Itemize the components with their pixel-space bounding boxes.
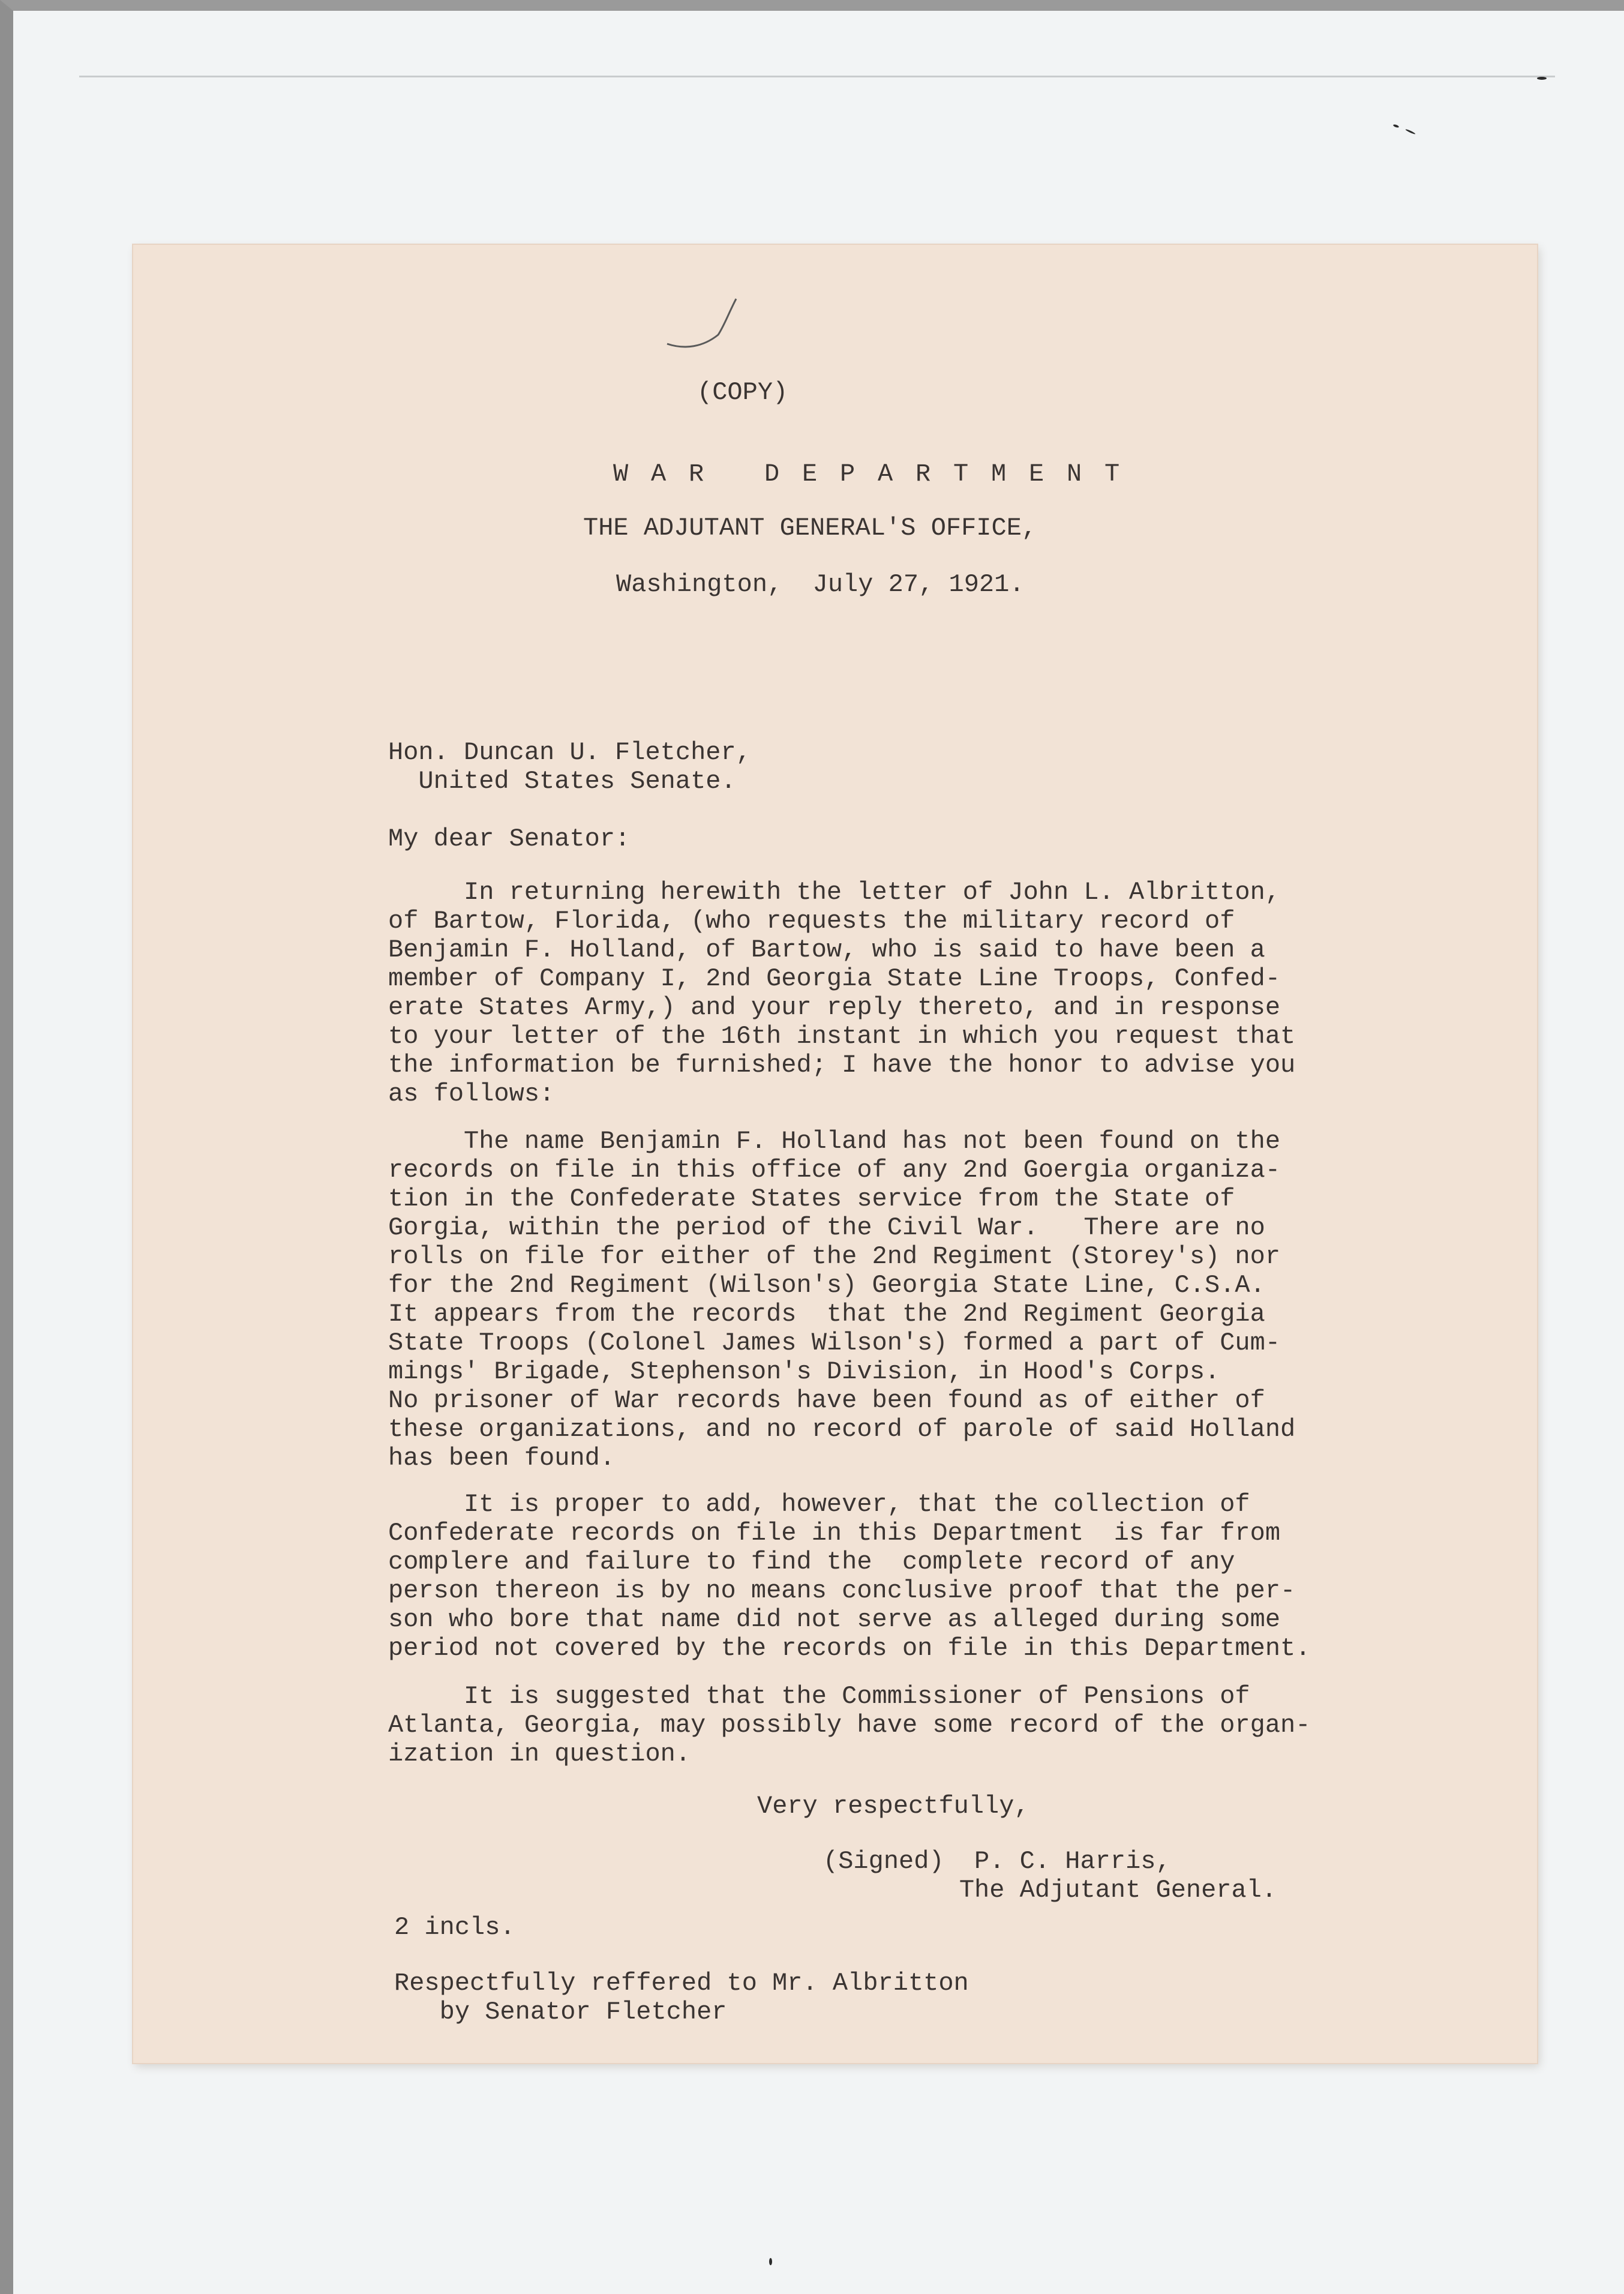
dust-speck [769,2258,772,2265]
dust-speck [1537,77,1547,80]
dateline: Washington, July 27, 1921. [616,570,1025,599]
copy-mark: (COPY) [697,378,788,407]
closing: Very respectfully, [757,1792,1029,1821]
body-paragraph: It is proper to add, however, that the collection of Confederate records on file in this Department is far from complere and failure to find the complete record of any person thereon is by no means conclusive proof that the per- son who bore that name did not serve as alleged during some period not covered by the records on file in this Department. [388,1490,1311,1663]
body-paragraph: The name Benjamin F. Holland has not been found on the records on file in this office of any 2nd Goergia organiza- tion in the Confederate States service from the State of Gorgia, within the period of the Civil War. There are no rolls on file for either of the 2nd Regiment (Storey's) nor for the 2nd Regiment (Wilson's) Georgia State Line, C.S.A. It appears from the records that the 2nd Regiment Georgia State Troops (Colonel James Wilson's) formed a part of Cum- mings' Brigade, Stephenson's Division, in Hood's Corps. No prisoner of War records have been found as of either of these organizations, and no record of parole of said Holland has been found. [388,1127,1296,1473]
body-paragraph: It is suggested that the Commissioner of Pensions of Atlanta, Georgia, may possibly have some record of the organ- ization in question. [388,1682,1311,1768]
enclosures-note: 2 incls. [394,1913,515,1942]
signature-block: (Signed) P. C. Harris, The Adjutant General. [823,1847,1277,1905]
dust-speck [1393,124,1400,128]
dust-speck [1405,128,1416,134]
addressee-block: Hon. Duncan U. Fletcher, United States Senate. [388,738,751,796]
salutation: My dear Senator: [388,824,631,853]
referral-note: Respectfully reffered to Mr. Albritton by Senator Fletcher [394,1969,969,2026]
office-heading: THE ADJUTANT GENERAL'S OFFICE, [583,514,1037,542]
body-paragraph: In returning herewith the letter of John L. Albritton, of Bartow, Florida, (who requests the military record of Benjamin F. Holland, of Bartow, who is said to have been a member of Company I, 2nd Georgia State Line Troops, Confed- erate States Army,) and your reply thereto, and in response to your letter of the 16th instant in which you request that the information be furnished; I have the honor to advise you as follows: [388,878,1296,1108]
scanner-edge-line [79,76,1555,77]
pencil-check-mark [661,293,745,359]
department-heading: WAR DEPARTMENT [613,460,1143,488]
